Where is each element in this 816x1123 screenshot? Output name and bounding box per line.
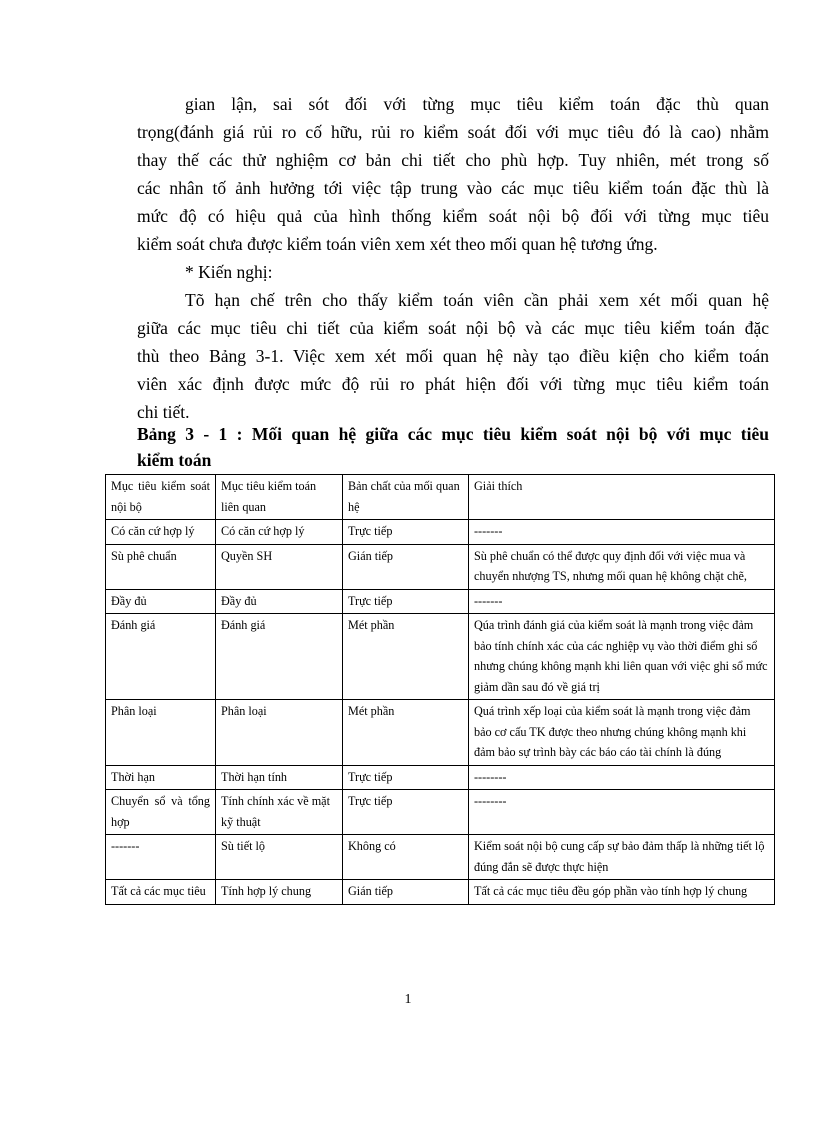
table-row xyxy=(106,765,775,790)
table-cell: Không có xyxy=(343,835,469,880)
table-cell: ------- xyxy=(469,589,775,614)
table-cell: Chuyển sổ và tổng hợp xyxy=(106,790,216,835)
table-cell: Trực tiếp xyxy=(343,790,469,835)
header-internal-control-objective: Mục tiêu kiểm soát nội bộ xyxy=(106,475,216,520)
table-cell: Đầy đủ xyxy=(106,589,216,614)
table-row xyxy=(106,614,775,700)
recommendation-heading: * Kiến nghị: xyxy=(185,262,273,282)
paragraph-recommendation xyxy=(137,286,769,426)
paragraph-line: Tõ hạn chế trên cho thấy kiểm toán viên cần phải xem xét mối quan hệ xyxy=(185,290,769,310)
paragraph-line: chi tiết. xyxy=(137,402,190,422)
table-cell: Tính chính xác về mặt kỹ thuật xyxy=(216,790,343,835)
table-cell: Thời hạn tính xyxy=(216,765,343,790)
table-cell: Có căn cứ hợp lý xyxy=(106,520,216,545)
paragraph-line: mức độ có hiệu quả của hình thống kiểm soát nội bộ đối với từng mục tiêu xyxy=(137,206,769,226)
header-explanation: Giải thích xyxy=(469,475,775,520)
table-cell: Đầy đủ xyxy=(216,589,343,614)
table-cell: Mét phần xyxy=(343,614,469,700)
table-caption-line: Bảng 3 - 1 : Mối quan hệ giữa các mục tiêu kiểm soát nội bộ với mục tiêu xyxy=(137,424,769,444)
table-cell: Sù phê chuẩn có thể được quy định đối với việc mua và chuyển nhượng TS, nhưng mối quan hệ không chặt chẽ, xyxy=(469,544,775,589)
control-objectives-table xyxy=(105,474,775,905)
header-related-audit-objective: Mục tiêu kiểm toán liên quan xyxy=(216,475,343,520)
table-row xyxy=(106,790,775,835)
table-cell: Có căn cứ hợp lý xyxy=(216,520,343,545)
table-cell: Trực tiếp xyxy=(343,589,469,614)
table-cell: Mét phần xyxy=(343,700,469,766)
table-cell: Sù tiết lộ xyxy=(216,835,343,880)
table-cell: -------- xyxy=(469,790,775,835)
table-cell: Tất cả các mục tiêu xyxy=(106,880,216,905)
table-row xyxy=(106,700,775,766)
paragraph-line: trọng(đánh giá rủi ro cố hữu, rủi ro kiểm soát đối với mục tiêu đó là cao) nhằm xyxy=(137,122,769,142)
table-cell: Đánh giá xyxy=(216,614,343,700)
table-cell: Quyền SH xyxy=(216,544,343,589)
table-cell: Trực tiếp xyxy=(343,520,469,545)
table-cell: ------- xyxy=(106,835,216,880)
page-number: 1 xyxy=(404,992,412,1007)
table-cell: Tính hợp lý chung xyxy=(216,880,343,905)
paragraph-line: các nhân tố ảnh hưởng tới việc tập trung vào các mục tiêu kiểm toán đặc thù là xyxy=(137,178,769,198)
table-cell: Kiểm soát nội bộ cung cấp sự bảo đảm thấp là những tiết lộ đúng đắn sẽ được thực hiện xyxy=(469,835,775,880)
table-cell: Tất cả các mục tiêu đều góp phần vào tính hợp lý chung xyxy=(469,880,775,905)
table-header-row xyxy=(106,475,775,520)
paragraph-line: giữa các mục tiêu chi tiết của kiểm soát nội bộ và các mục tiêu kiểm toán đặc xyxy=(137,318,769,338)
table-row xyxy=(106,544,775,589)
table-cell: Phân loại xyxy=(216,700,343,766)
paragraph-line: kiểm soát chưa được kiểm toán viên xem xét theo mối quan hệ tương ứng. xyxy=(137,234,658,254)
table-cell: Trực tiếp xyxy=(343,765,469,790)
table-cell: Quá trình xếp loại của kiểm soát là mạnh trong việc đảm bảo cơ cấu TK được theo nhưng chúng không mạnh khi đảm bảo sự trình bày các báo cáo tài chính là đúng xyxy=(469,700,775,766)
table-row xyxy=(106,520,775,545)
table-cell: Sù phê chuẩn xyxy=(106,544,216,589)
table-caption-line: kiểm toán xyxy=(137,450,212,470)
paragraph-line: viên xác định được mức độ rủi ro phát hiện đối với từng mục tiêu kiểm toán xyxy=(137,374,769,394)
table-cell: Gián tiếp xyxy=(343,544,469,589)
table-cell: Đánh giá xyxy=(106,614,216,700)
table-caption xyxy=(137,421,769,473)
paragraph-line: thù theo Bảng 3-1. Việc xem xét mối quan hệ này tạo điều kiện cho kiểm toán xyxy=(137,346,769,366)
table-row xyxy=(106,589,775,614)
table-cell: Thời hạn xyxy=(106,765,216,790)
table-row xyxy=(106,880,775,905)
table-cell: Phân loại xyxy=(106,700,216,766)
table-cell: -------- xyxy=(469,765,775,790)
table-cell: Qúa trình đánh giá của kiểm soát là mạnh trong việc đảm bảo tính chính xác của các nghiệp vụ vào thời điểm ghi sổ nhưng chúng không mạnh khi liên quan với việc ghi sổ mức giảm dần sau đó về giá trị xyxy=(469,614,775,700)
paragraph-line: thay thế các thử nghiệm cơ bản chi tiết cho phù hợp. Tuy nhiên, mét trong số xyxy=(137,150,769,170)
table-cell: Gián tiếp xyxy=(343,880,469,905)
paragraph-risk-assessment xyxy=(137,90,769,258)
table-row xyxy=(106,835,775,880)
table-cell: ------- xyxy=(469,520,775,545)
header-relationship-nature: Bản chất của mối quan hệ xyxy=(343,475,469,520)
paragraph-line: gian lận, sai sót đối với từng mục tiêu kiểm toán đặc thù quan xyxy=(185,94,769,114)
